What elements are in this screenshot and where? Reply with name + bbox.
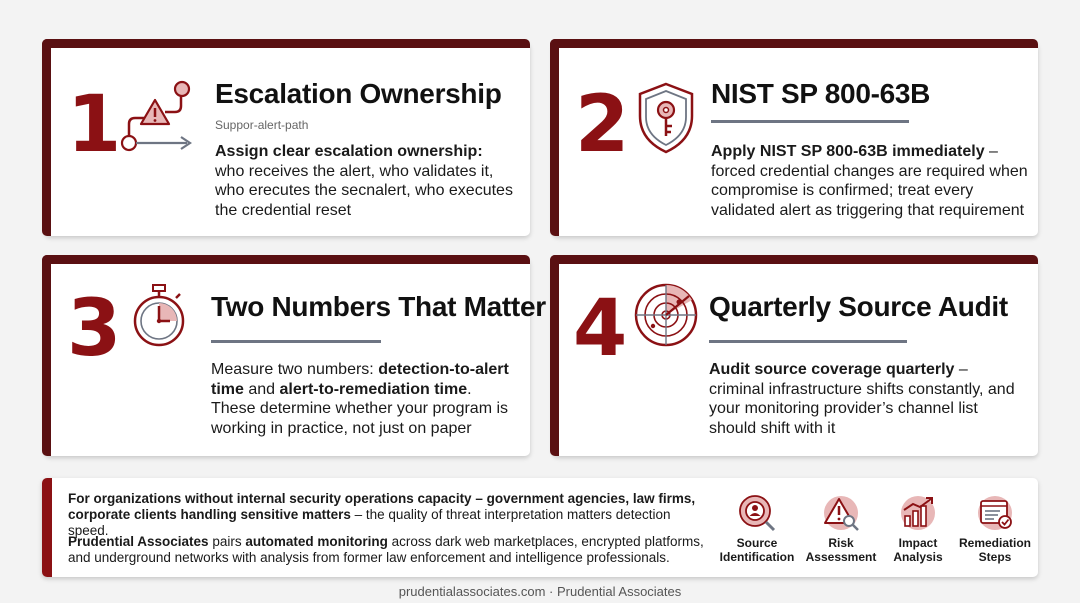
card-two-numbers bbox=[45, 258, 546, 456]
card-body bbox=[211, 360, 517, 438]
card-title: Escalation Ownership bbox=[215, 78, 502, 109]
card-body-bold: detection-to-alert time bbox=[211, 361, 509, 398]
card-nist bbox=[553, 42, 1038, 236]
card-source-audit bbox=[553, 258, 1038, 456]
radar-icon bbox=[633, 282, 699, 353]
impact-analysis-icon bbox=[899, 494, 937, 532]
card-body-text: who receives the alert, who validates it, who erecutes the secnalert, who executes the credential reset bbox=[215, 162, 513, 219]
bottom-bold: For organizations without internal security operations capacity – government agencies, law firms, corporate clients handling sensitive matters bbox=[68, 491, 696, 522]
feature-source-identification bbox=[712, 494, 802, 564]
card-body bbox=[215, 142, 515, 220]
card-body-text: Measure two numbers: bbox=[211, 361, 379, 378]
bottom-text: across dark web marketplaces, encrypted platforms, and underground networks with analysis from former law enforcement and intelligence professionals. bbox=[68, 534, 704, 565]
bottom-paragraph-1 bbox=[68, 491, 708, 539]
card-body-bold: alert-to-remediation time bbox=[279, 380, 468, 398]
card-title: Two Numbers That Matter bbox=[211, 291, 546, 322]
feature-label-line1: Impact bbox=[898, 536, 938, 550]
footer: prudentialassociates.com · Prudential Associates bbox=[398, 584, 682, 599]
remediation-steps-icon bbox=[976, 494, 1014, 532]
card-body-text: and bbox=[243, 380, 280, 398]
card-number: 1 bbox=[67, 80, 122, 170]
title-rule bbox=[709, 340, 907, 343]
feature-label-line1: Risk bbox=[828, 536, 854, 550]
card-body bbox=[711, 142, 1029, 220]
feature-label-line1: Remediation bbox=[958, 536, 1031, 550]
stopwatch-icon bbox=[131, 282, 187, 353]
card-number: 3 bbox=[67, 284, 122, 374]
feature-label-line2: Assessment bbox=[805, 550, 877, 564]
card-number: 4 bbox=[573, 284, 628, 374]
card-body-bold: Audit source coverage quarterly bbox=[709, 361, 955, 378]
card-title: NIST SP 800-63B bbox=[711, 78, 931, 109]
shield-key-icon bbox=[635, 80, 697, 161]
escalation-path-icon bbox=[119, 80, 199, 161]
title-rule bbox=[711, 120, 909, 123]
bottom-bold: Prudential Associates bbox=[68, 534, 209, 549]
card-title: Quarterly Source Audit bbox=[709, 291, 1008, 322]
card-body-bold: Assign clear escalation ownership: bbox=[215, 143, 483, 160]
title-rule bbox=[211, 340, 381, 343]
card-body-bold: Apply NIST SP 800-63B immediately bbox=[711, 143, 985, 160]
feature-label-line2: Analysis bbox=[893, 550, 943, 564]
card-body-text: – criminal infrastructure shifts constantly, and your monitoring provider’s channel list should shift with it bbox=[709, 361, 1015, 437]
card-subtitle: Suppor-alert-path bbox=[215, 118, 309, 132]
card-body bbox=[709, 360, 1025, 438]
card-number: 2 bbox=[575, 80, 630, 170]
feature-remediation-steps bbox=[950, 494, 1040, 564]
bottom-text: pairs bbox=[208, 534, 246, 549]
bottom-paragraph-2 bbox=[68, 534, 718, 566]
feature-label-line2: Identification bbox=[719, 550, 795, 564]
bottom-bold: automated monitoring bbox=[245, 534, 388, 549]
card-body-text: – forced credential changes are required when compromise is confirmed; treat every validated alert as triggering that requirement bbox=[711, 143, 1028, 219]
card-body-text: . These determine whether your program is working in practice, not just on paper bbox=[211, 380, 509, 437]
feature-label-line1: Source bbox=[736, 536, 778, 550]
risk-assessment-icon bbox=[822, 494, 860, 532]
card-escalation-ownership bbox=[45, 42, 530, 236]
bottom-text: – the quality of threat interpretation matters detection speed. bbox=[68, 507, 671, 538]
bottom-panel bbox=[42, 478, 1038, 577]
source-identification-icon bbox=[738, 494, 776, 532]
feature-label-line2: Steps bbox=[978, 550, 1012, 564]
